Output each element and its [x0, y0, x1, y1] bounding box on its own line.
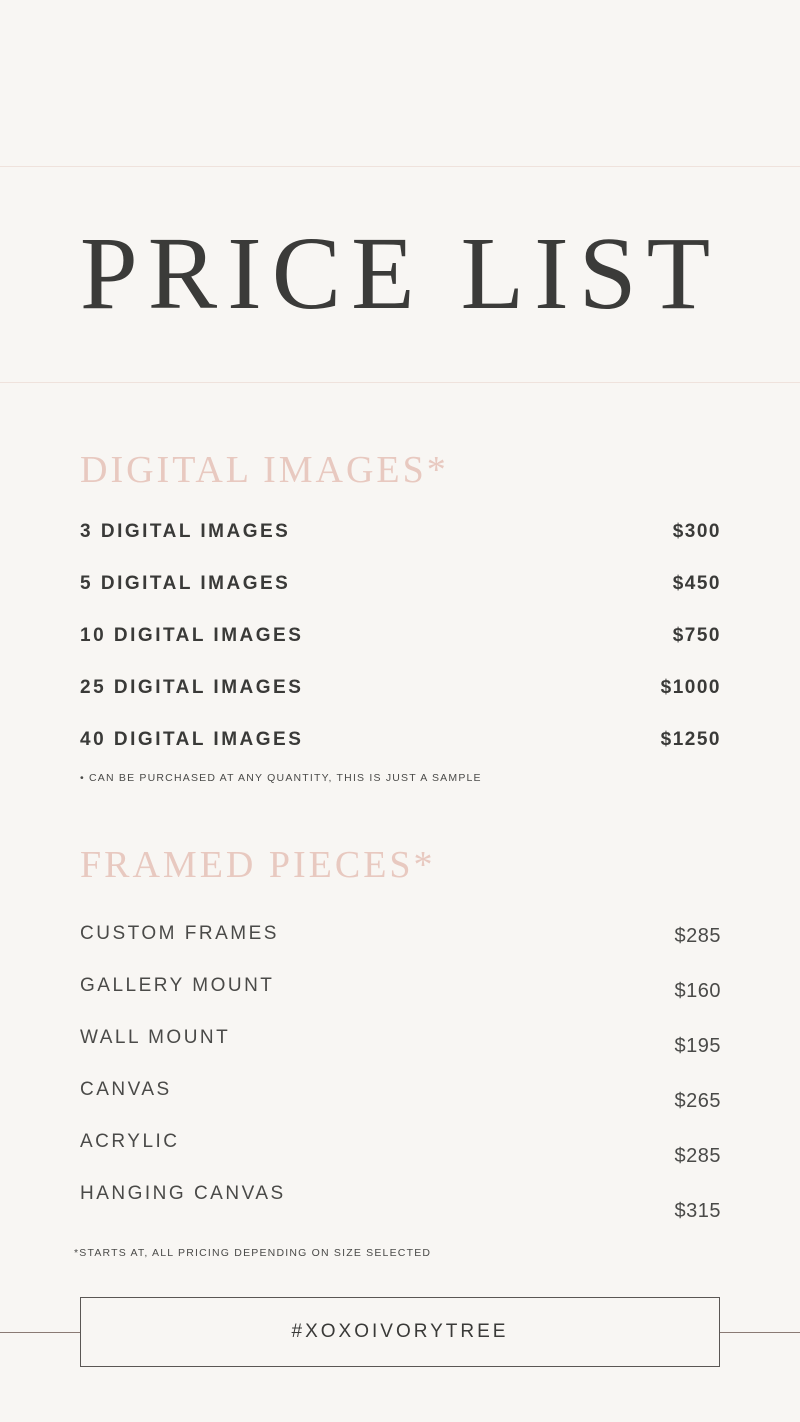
item-label: CUSTOM FRAMES — [80, 923, 279, 944]
item-label: CANVAS — [80, 1079, 172, 1100]
price-row — [80, 572, 721, 602]
item-price: $300 — [672, 521, 721, 542]
item-price: $750 — [672, 625, 721, 646]
item-price: $450 — [672, 573, 721, 594]
item-label: 25 DIGITAL IMAGES — [80, 677, 304, 698]
price-row — [80, 1026, 721, 1056]
page-title: PRICE LIST — [79, 216, 721, 331]
footer-line-left — [0, 1332, 80, 1333]
price-row — [80, 1182, 721, 1222]
digital-images-heading: DIGITAL IMAGES* — [80, 449, 449, 491]
title-divider — [0, 382, 800, 383]
item-label: GALLERY MOUNT — [80, 975, 275, 996]
framed-pieces-heading: FRAMED PIECES* — [80, 844, 436, 886]
item-price: $160 — [674, 980, 721, 1002]
price-row — [80, 624, 721, 654]
item-price: $1250 — [660, 729, 721, 750]
item-label: WALL MOUNT — [80, 1027, 231, 1048]
item-price: $315 — [674, 1200, 721, 1222]
price-row — [80, 922, 721, 952]
digital-note: • CAN BE PURCHASED AT ANY QUANTITY, THIS IS JUST A SAMPLE — [80, 772, 482, 784]
hashtag-box — [80, 1297, 720, 1367]
top-divider — [0, 166, 800, 167]
item-label: 5 DIGITAL IMAGES — [80, 573, 291, 594]
item-label: 10 DIGITAL IMAGES — [80, 625, 304, 646]
item-price: $285 — [674, 925, 721, 947]
price-row — [80, 974, 721, 1004]
footer-line-right — [720, 1332, 800, 1333]
price-row — [80, 676, 721, 706]
item-price: $265 — [674, 1090, 721, 1112]
price-row — [80, 1130, 721, 1167]
item-label: ACRYLIC — [80, 1131, 180, 1152]
framed-note: *STARTS AT, ALL PRICING DEPENDING ON SIZE SELECTED — [74, 1247, 432, 1259]
price-row — [80, 1078, 721, 1112]
item-label: HANGING CANVAS — [80, 1183, 286, 1204]
item-price: $195 — [674, 1035, 721, 1057]
hashtag-text: #XOXOIVORYTREE — [291, 1321, 509, 1342]
price-row — [80, 520, 721, 550]
item-label: 3 DIGITAL IMAGES — [80, 521, 291, 542]
item-label: 40 DIGITAL IMAGES — [80, 729, 304, 750]
price-row — [80, 728, 721, 758]
item-price: $1000 — [660, 677, 721, 698]
item-price: $285 — [674, 1145, 721, 1167]
